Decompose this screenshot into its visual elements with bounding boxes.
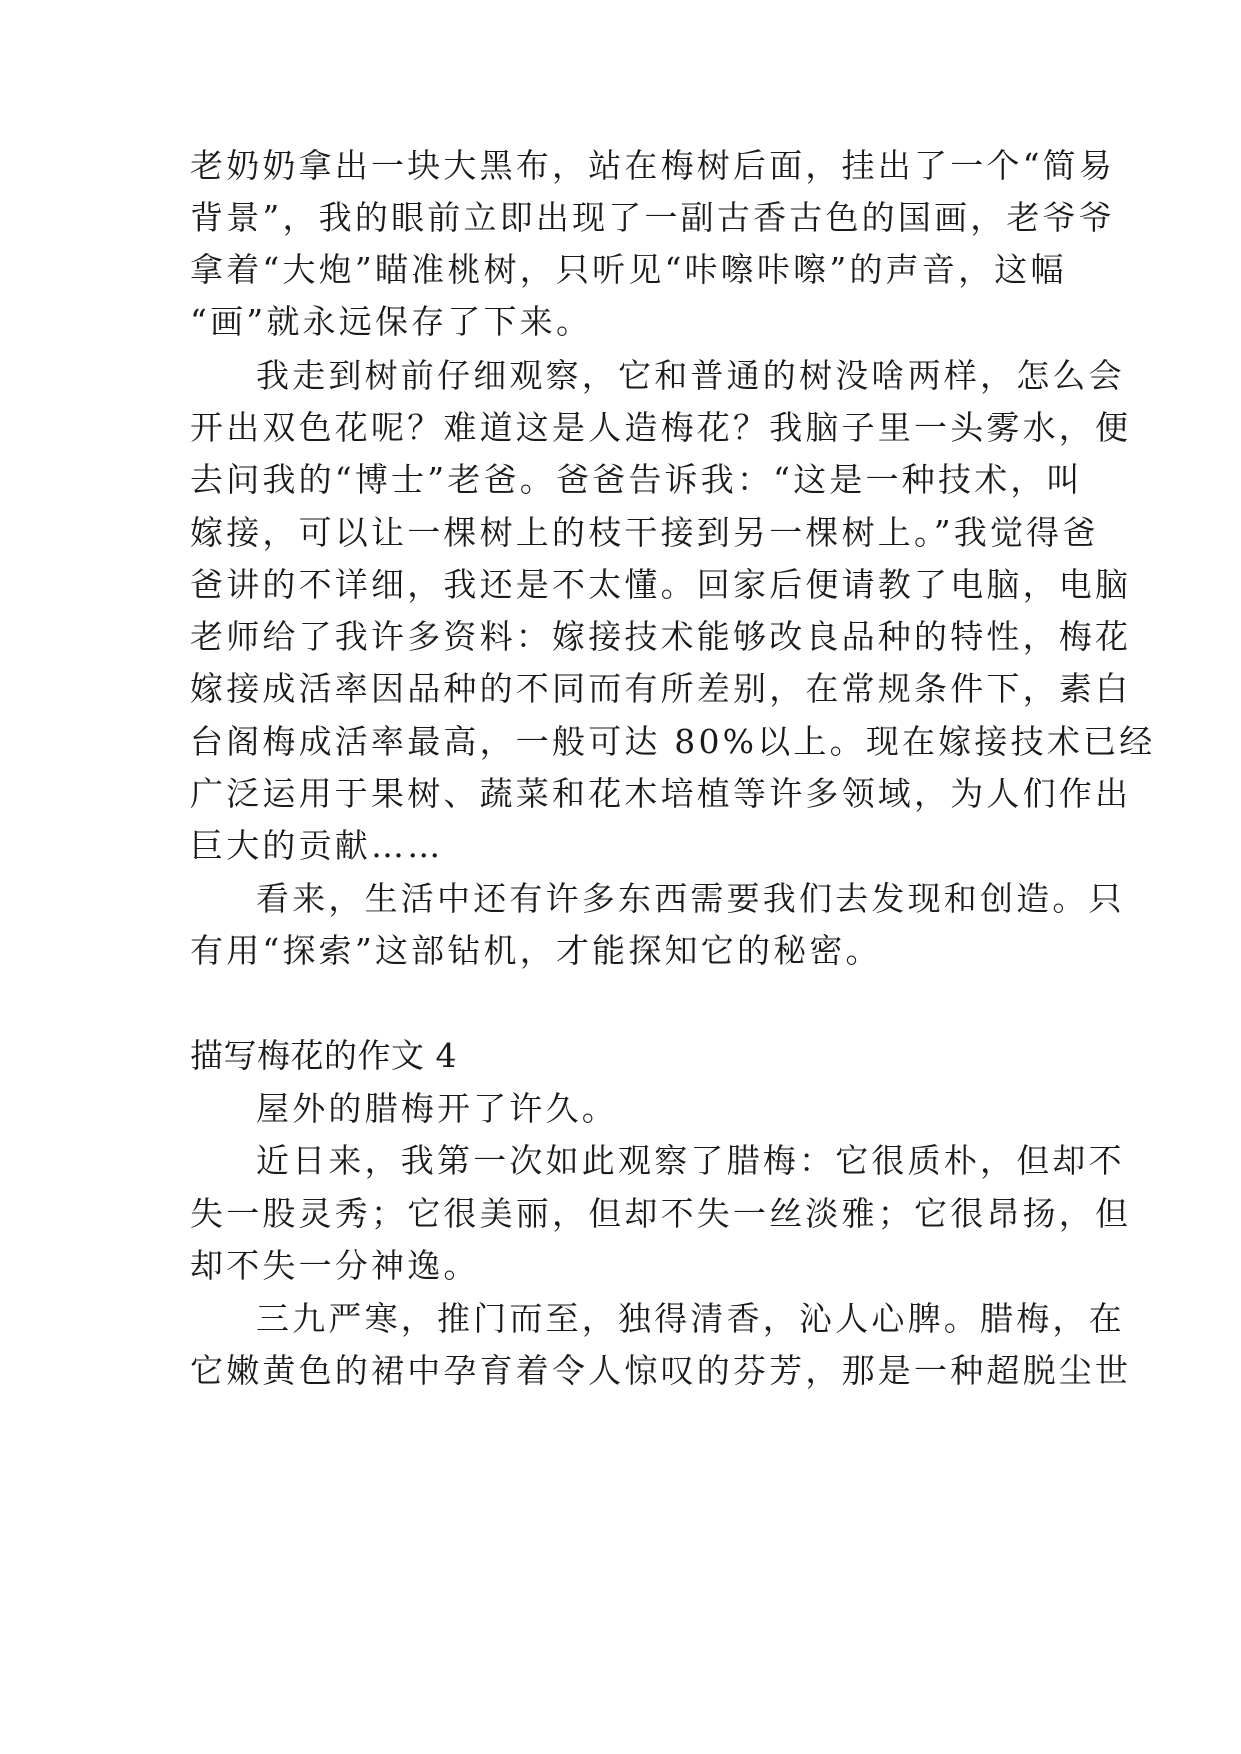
text-line: 老师给了我许多资料：嫁接技术能够改良品种的特性，梅花: [190, 617, 1132, 656]
text-line: 失一股灵秀；它很美丽，但却不失一丝淡雅；它很昂扬，但: [190, 1194, 1132, 1233]
text-line: 背景”，我的眼前立即出现了一副古香古色的国画，老爷爷: [190, 198, 1116, 237]
text-line: 拿着“大炮”瞄准桃树，只听见“咔嚓咔嚓”的声音，这幅: [190, 250, 1067, 289]
text-line: 我走到树前仔细观察，它和普通的树没啥两样，怎么会: [256, 356, 1125, 395]
text-line: 开出双色花呢？难道这是人造梅花？我脑子里一头雾水，便: [190, 408, 1132, 447]
text-line: 看来，生活中还有许多东西需要我们去发现和创造。只: [256, 879, 1125, 918]
text-line: 却不失一分神逸。: [190, 1246, 480, 1285]
text-line: 屋外的腊梅开了许久。: [256, 1089, 618, 1128]
text-line: “画”就永远保存了下来。: [190, 302, 593, 341]
text-line: 近日来，我第一次如此观察了腊梅：它很质朴，但却不: [256, 1141, 1125, 1180]
text-line: 去问我的“博士”老爸。爸爸告诉我：“这是一种技术，叫: [190, 460, 1083, 499]
text-line: 有用“探索”这部钻机，才能探知它的秘密。: [190, 931, 882, 970]
text-line: 嫁接成活率因品种的不同而有所差别，在常规条件下，素白: [190, 669, 1132, 708]
text-line: 爸讲的不详细，我还是不太懂。回家后便请教了电脑，电脑: [190, 565, 1132, 604]
text-line: 台阁梅成活率最高，一般可达 80%以上。现在嫁接技术已经: [190, 722, 1156, 761]
text-line: 巨大的贡献……: [190, 826, 444, 865]
section-heading: 描写梅花的作文 4: [190, 1036, 457, 1075]
text-line: 它嫩黄色的裙中孕育着令人惊叹的芬芳，那是一种超脱尘世: [190, 1351, 1132, 1390]
text-line: 老奶奶拿出一块大黑布，站在梅树后面，挂出了一个“简易: [190, 146, 1116, 185]
text-line: 广泛运用于果树、蔬菜和花木培植等许多领域，为人们作出: [190, 774, 1132, 813]
text-line: 三九严寒，推门而至，独得清香，沁人心脾。腊梅，在: [256, 1299, 1125, 1338]
text-line: 嫁接，可以让一棵树上的枝干接到另一棵树上。”我觉得爸: [190, 513, 1099, 552]
